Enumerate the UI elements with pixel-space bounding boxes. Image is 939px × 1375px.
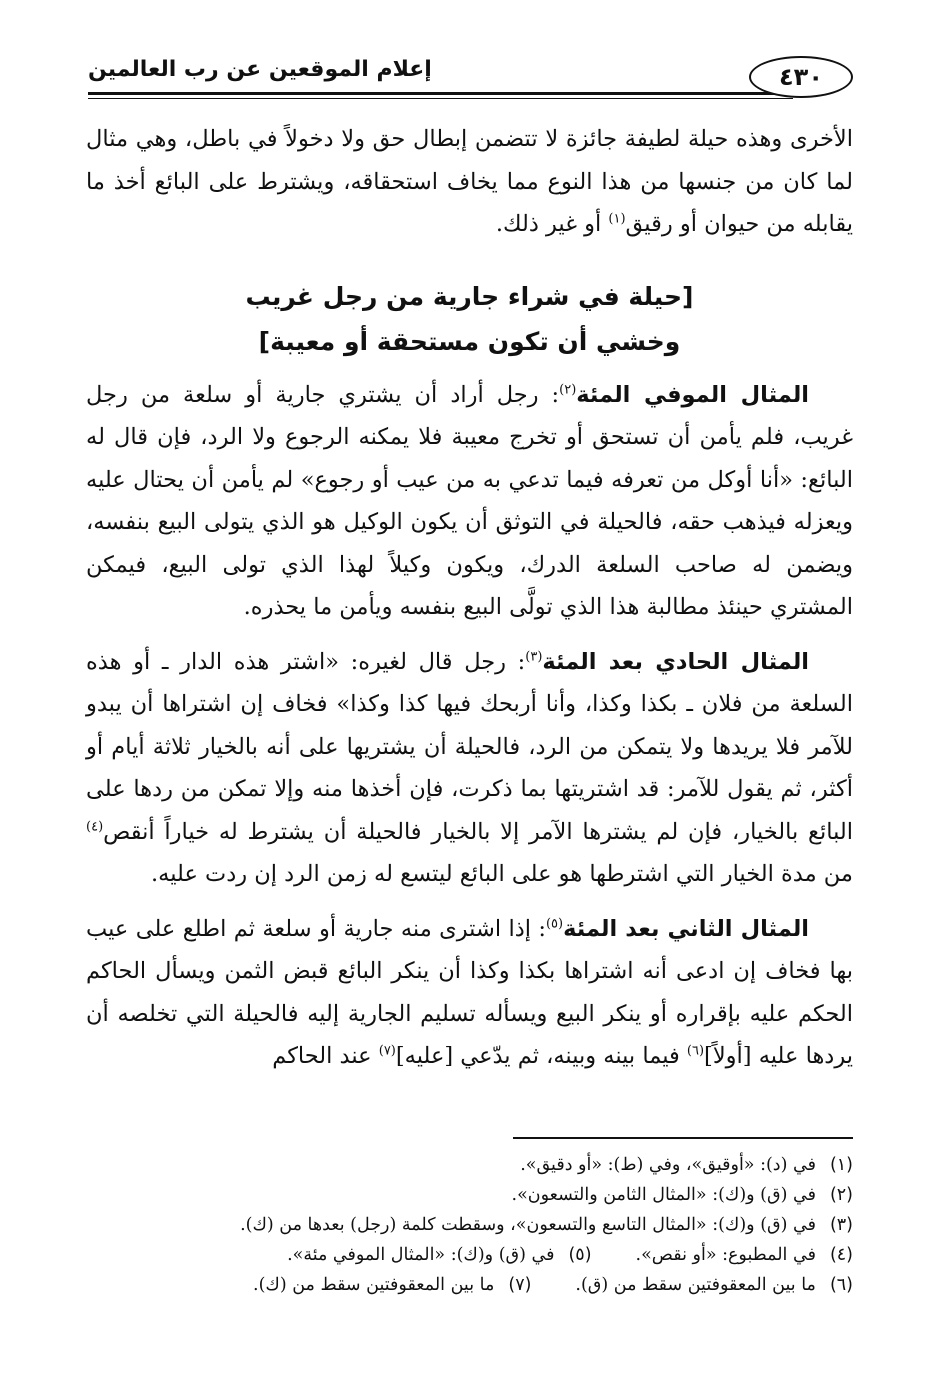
footnote-ref: (٦): [686, 1043, 705, 1059]
section-heading: [86, 274, 853, 364]
footnote-ref: (٣): [525, 649, 543, 664]
example-title: المثال الموفي المئة: [576, 381, 809, 408]
footnote-ref: (٤): [86, 819, 104, 834]
example-title: المثال الثاني بعد المئة: [563, 915, 809, 942]
footnote-ref: (٥): [545, 916, 564, 931]
footnote-separator: [513, 1137, 853, 1139]
heading-line-2: وخشي أن تكون مستحقة أو معيبة]: [258, 326, 681, 356]
footnote: (٦) ما بين المعقوفتين سقط من (ق).: [575, 1275, 853, 1295]
footnote: (١) في (د): «أوقيق»، وفي (ط): «أو دقيق».: [520, 1155, 853, 1175]
footnote: (٧) ما بين المعقوفتين سقط من (ك).: [253, 1275, 532, 1295]
heading-line-1: [حيلة في شراء جارية من رجل غريب: [245, 281, 694, 311]
running-title: إعلام الموقعين عن رب العالمين: [88, 57, 432, 82]
footnote-row: [86, 1150, 853, 1180]
paragraph-example-102: المثال الثاني بعد المئة$^{(٥)}$: إذا اشترى منه جارية أو سلعة ثم اطلع على عيب بها فخاف إن ادعى أنه اشتراها بكذا وكذا أن ينكر البائع قبض الثمن ويسأل الحاكم الحكم عليه بإقراره أو ينكر البيع ويسأله تسليم الجارية إليه فالحيلة التي تخلصه أن يردها عليه [أولاً]$^{(٦)}$ فيما بينه وبينه، ثم يدّعي [عليه]$^{(٧)}$ عند الحاكم: [86, 915, 853, 1069]
paragraph-continuation: الأخرى وهذه حيلة لطيفة جائزة لا تتضمن إبطال حق ولا دخولاً في باطل، وهي مثال لما كان من جنسها من هذا النوع مما يخاف استحقاقه، ويشترط على البائع أخذ ما يقابله من حيوان أو رقيق$^{(١)}$ أو غير ذلك.: [86, 126, 853, 237]
footnote: (٢) في (ق) و(ك): «المثال الثامن والتسعون».: [511, 1185, 853, 1205]
footnote: (٥) في (ق) و(ك): «المثال الموفي مئة».: [287, 1245, 592, 1265]
footnote-row: [86, 1240, 853, 1270]
page-header: [88, 54, 853, 100]
example-title: المثال الحادي بعد المئة: [542, 648, 810, 675]
footnote-ref: (١): [608, 211, 626, 227]
footnote-ref: (٧): [378, 1043, 396, 1059]
footnote-row: [86, 1270, 853, 1300]
footnote: (٤) في المطبوع: «أو نقص».: [635, 1245, 853, 1265]
footnotes: [86, 1150, 853, 1300]
body-text: [86, 118, 853, 1078]
header-rule: [88, 92, 793, 95]
footnote-row: [86, 1210, 853, 1240]
paragraph-example-100: المثال الموفي المئة$^{(٢)}$: رجل أراد أن يشتري جارية أو سلعة من رجل غريب، فلم يأمن أن تستحق أو تخرج معيبة فلا يمكنه الرجوع ولا الرد، فإن قال له البائع: «أنا أوكل من تعرفه فيما تدعي به من عيب أو رجوع» لم يأمن أن يحتال عليه ويعزله فيذهب حقه، فالحيلة في التوثق أن يكون الوكيل هو الذي يتولى البيع بنفسه، ويضمن له صاحب السلعة الدرك، ويكون وكيلاً لهذا الذي تولى البيع، فيمكن المشتري حينئذ مطالبة هذا الذي تولَّى البيع بنفسه ويأمن ما يحذره.: [86, 381, 853, 620]
footnote-ref: (٢): [559, 382, 577, 397]
header-rule-thin: [88, 98, 793, 99]
footnote: (٣) في (ق) و(ك): «المثال التاسع والتسعون»، وسقطت كلمة (رجل) بعدها من (ك).: [240, 1215, 853, 1235]
page-number: ٤٣٠: [749, 56, 853, 98]
footnote-row: [86, 1180, 853, 1210]
paragraph-example-101: المثال الحادي بعد المئة$^{(٣)}$: رجل قال لغيره: «اشتر هذه الدار ـ أو هذه السلعة من فلان ـ بكذا وكذا، وأنا أربحك فيها كذا وكذا» فخاف إن اشتراها أن يبدو للآمر فلا يريدها ولا يتمكن من الرد، فالحيلة أن يشتريها على أنه بالخيار ثلاثة أيام أو أكثر، ثم يقول للآمر: قد اشتريتها بما ذكرت، فإن أخذها منه وإلا تمكن من ردها على البائع بالخيار، فإن لم يشترها الآمر إلا بالخيار فالحيلة أن يشترط له خياراً أنقص$^{(٤)}$ من مدة الخيار التي اشترطها هو على البائع ليتسع له زمن الرد إن ردت عليه.: [86, 648, 853, 887]
